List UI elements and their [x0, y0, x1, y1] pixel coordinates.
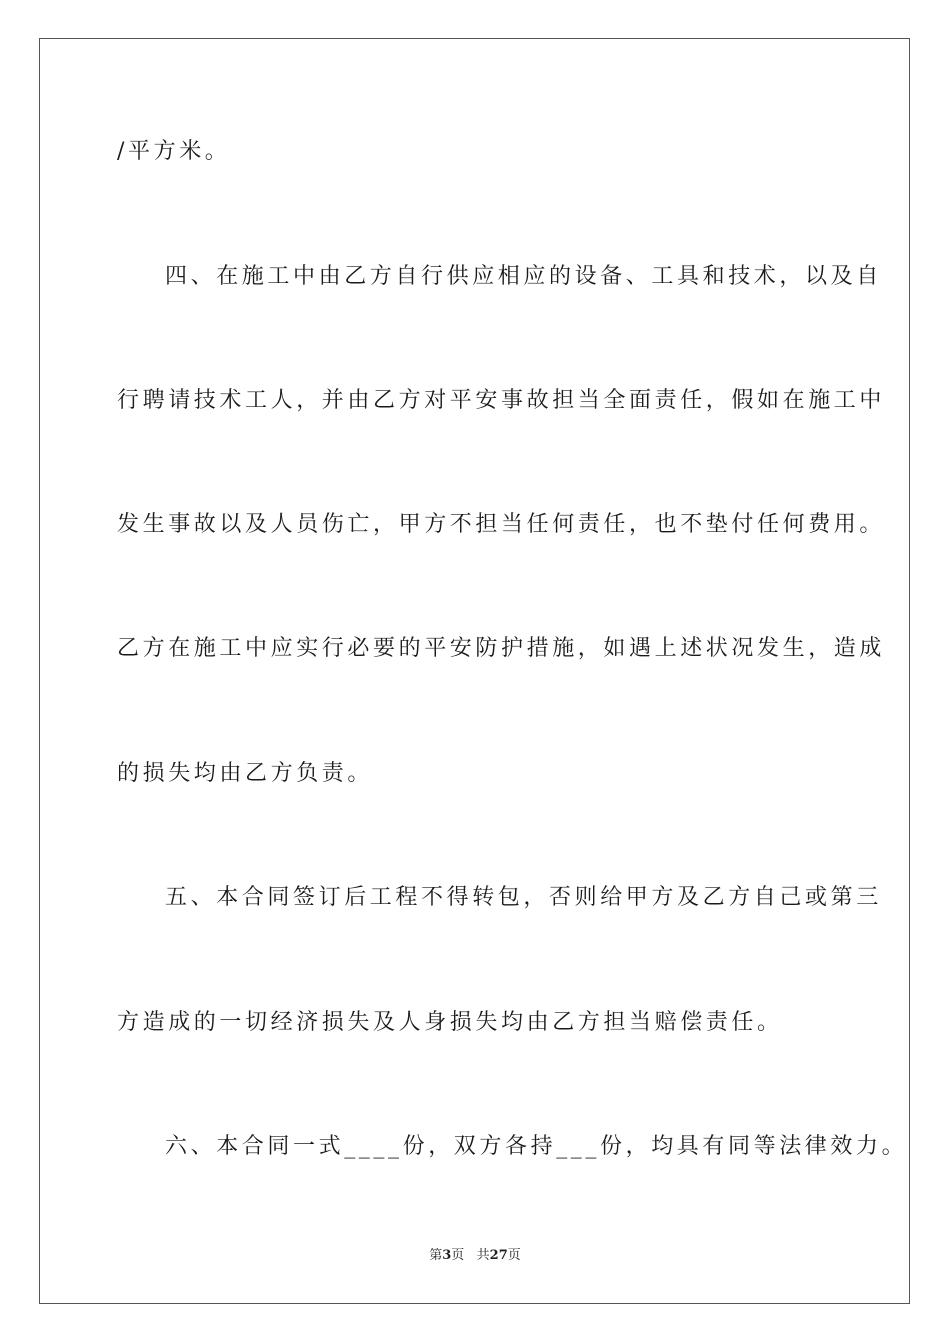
footer-page-prefix: 第	[429, 1248, 443, 1263]
text-line-2: 四、在施工中由乙方自行供应相应的设备、工具和技术，以及自	[165, 264, 882, 289]
footer-total-pages: 27	[489, 1248, 508, 1263]
footer-page-suffix: 页	[507, 1248, 521, 1263]
page-footer	[0, 1246, 950, 1266]
footer-current-page: 3	[442, 1248, 452, 1263]
text-line-5: 乙方在施工中应实行必要的平安防护措施，如遇上述状况发生，造成	[117, 636, 886, 661]
page-frame	[39, 38, 910, 1304]
text-line-6: 的损失均由乙方负责。	[117, 761, 374, 786]
text-line-1: /平方米。	[117, 139, 231, 164]
text-line-9: 六、本合同一式____份，双方各持___份，均具有同等法律效力。	[165, 1134, 908, 1159]
text-line-4: 发生事故以及人员伤亡，甲方不担当任何责任，也不垫付任何费用。	[117, 512, 886, 537]
text-line-3: 行聘请技术工人，并由乙方对平安事故担当全面责任，假如在施工中	[117, 388, 886, 413]
footer-page-mid: 页 共	[451, 1248, 490, 1263]
text-line-8: 方造成的一切经济损失及人身损失均由乙方担当赔偿责任。	[117, 1010, 783, 1035]
text-line-7: 五、本合同签订后工程不得转包，否则给甲方及乙方自己或第三	[165, 885, 882, 910]
